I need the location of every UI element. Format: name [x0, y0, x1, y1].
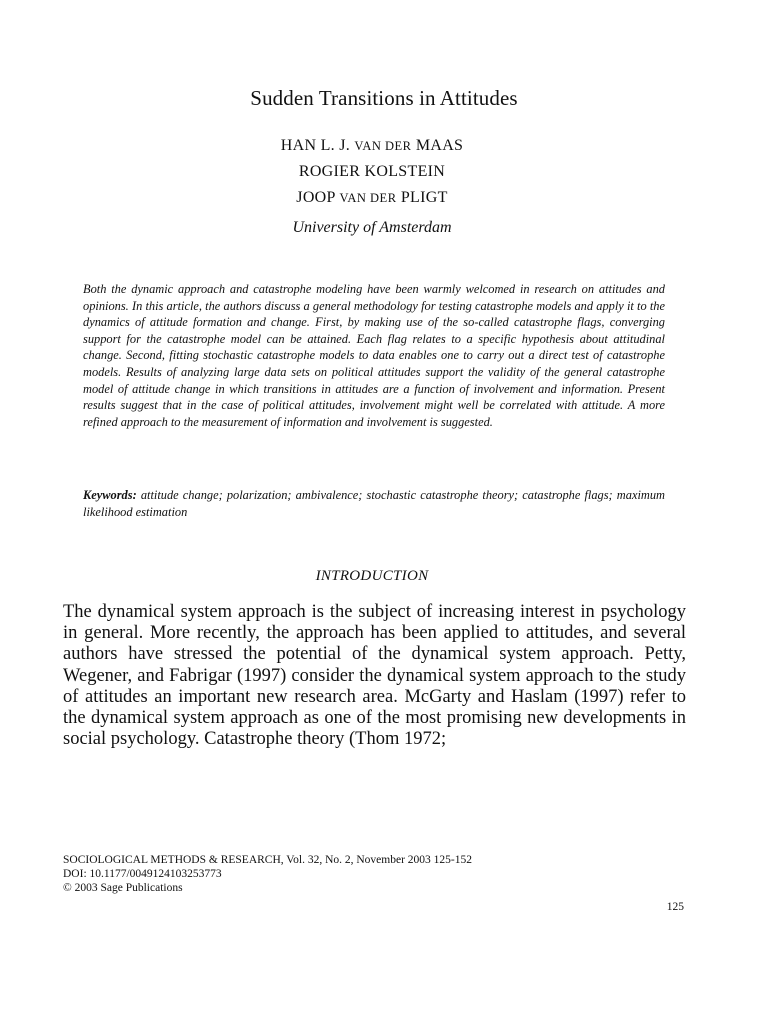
section-heading: INTRODUCTION [315, 568, 429, 584]
author-3-name-post: PLIGT [396, 189, 448, 206]
author-2-name-pre: ROGIER KOLSTEIN [298, 163, 446, 180]
author-3-name-smallcaps: VAN DER [339, 191, 397, 205]
affiliation: University of Amsterdam [292, 219, 452, 236]
footer-journal: SOCIOLOGICAL METHODS & RESEARCH, Vol. 32, No. 2, November 2003 125-152 [63, 854, 472, 866]
keywords [83, 487, 665, 520]
author-2 [0, 163, 744, 181]
author-1-name-post: MAAS [411, 137, 464, 154]
author-1-name-smallcaps: VAN DER [354, 139, 412, 153]
abstract: Both the dynamic approach and catastrophe modeling have been warmly welcomed in research on attitudes and opinions. In this article, the authors discuss a general methodology for testing catastrophe models and apply it to the dynamics of attitude formation and change. First, by making use of the so-called catastrophe flags, converging support for the catastrophe model can be attained. Each flag relates to a specific hypothesis about attitudinal change. Second, fitting stochastic catastrophe models to data enables one to carry out a direct test of catastrophe models. Results of analyzing large data sets on political attitudes support the validity of the general catastrophe model of attitude change in which transitions in attitudes are a function of involvement and information. Present results suggest that in the case of political attitudes, involvement might well be correlated with attitude. A more refined approach to the measurement of information and involvement is suggested. [83, 282, 665, 429]
author-3 [0, 189, 744, 207]
paper-title: Sudden Transitions in Attitudes [250, 86, 518, 110]
footer-copyright: © 2003 Sage Publications [63, 882, 183, 894]
keywords-label: Keywords: [83, 488, 137, 502]
page-number: 125 [666, 901, 684, 913]
footer-doi: DOI: 10.1177/0049124103253773 [63, 868, 222, 880]
author-1-name-pre: HAN L. J. [280, 137, 355, 154]
author-3-name-pre: JOOP [296, 189, 340, 206]
keywords-text: attitude change; polarization; ambivalence; stochastic catastrophe theory; catastrophe flags; maximum likelihood estimation [83, 488, 665, 519]
body-paragraph: The dynamical system approach is the subject of increasing interest in psychology in general. More recently, the approach has been applied to attitudes, and several authors have stressed the potential of the dynamical system approach. Petty, Wegener, and Fabrigar (1997) consider the dynamical system approach to the study of attitudes an important new research area. McGarty and Haslam (1997) refer to the dynamical system approach as one of the most promising new developments in social psychology. Catastrophe theory (Thom 1972; [63, 602, 686, 750]
author-1 [0, 137, 744, 155]
